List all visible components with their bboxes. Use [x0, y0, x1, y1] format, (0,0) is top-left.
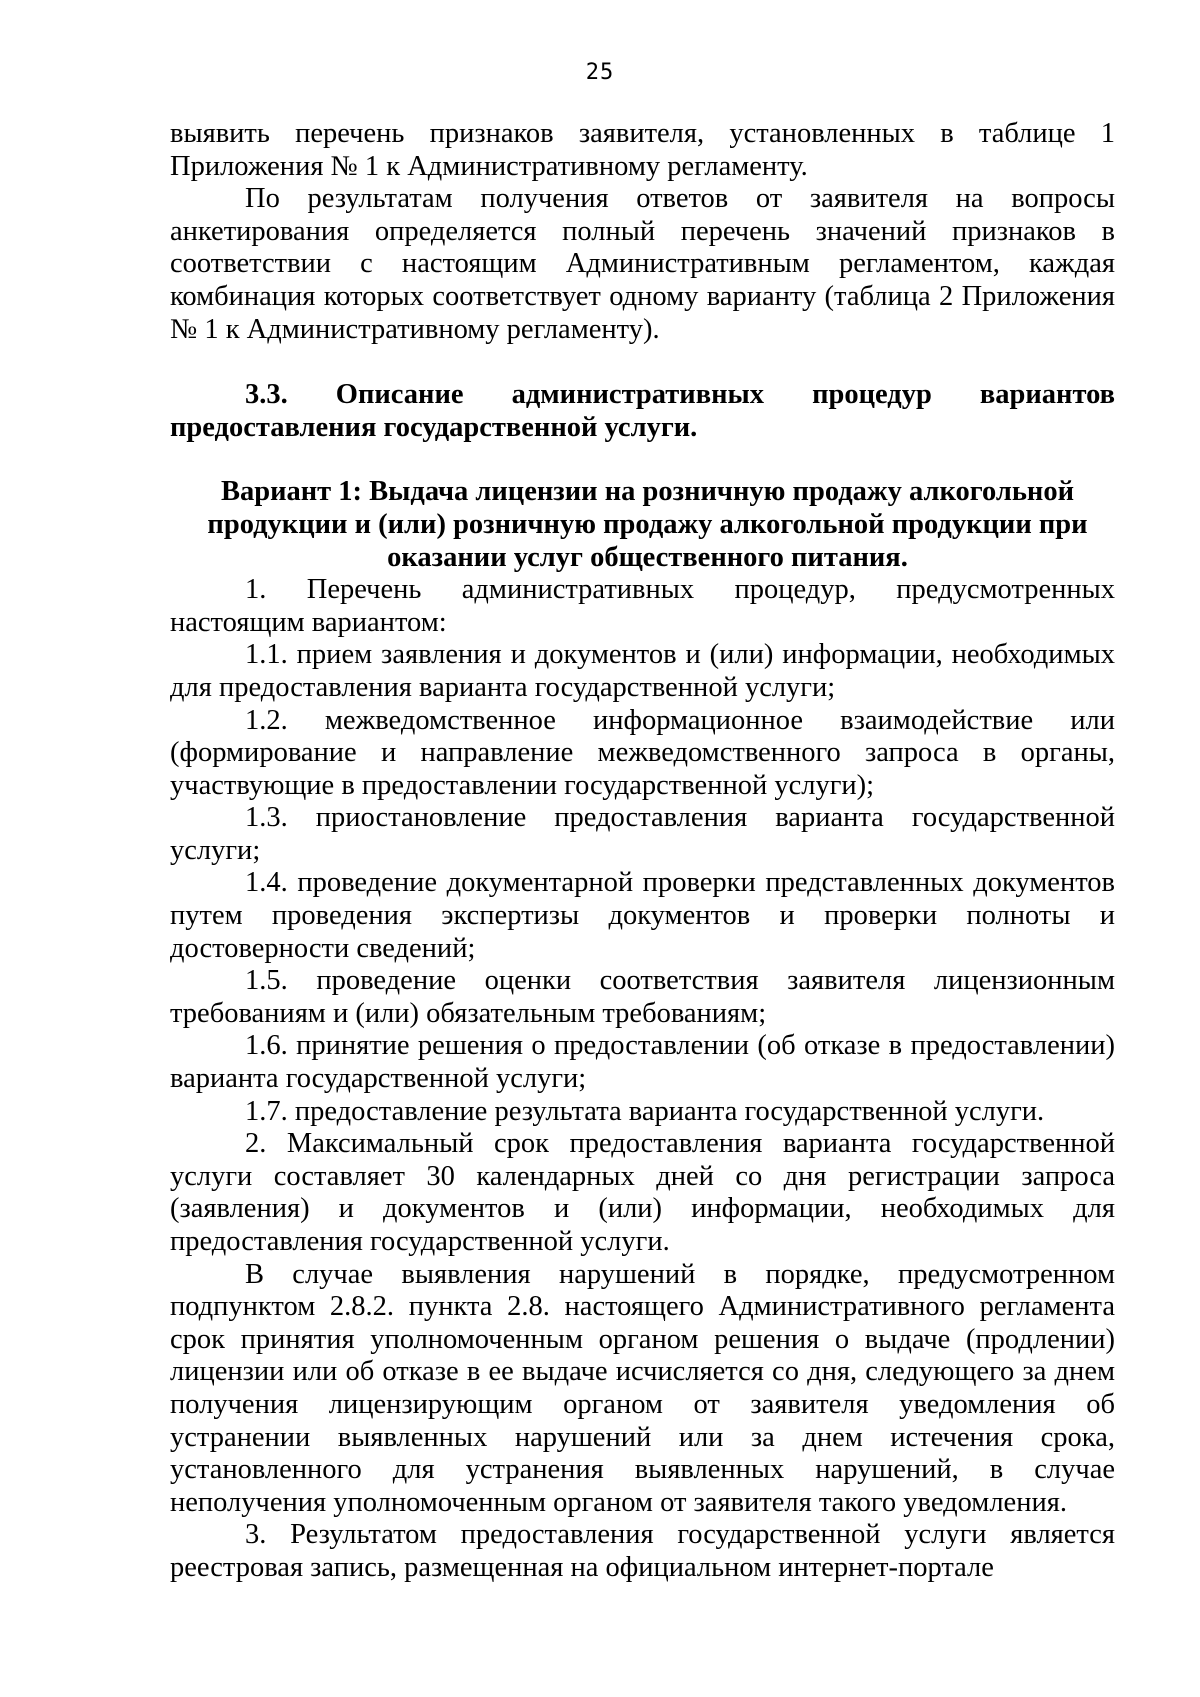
section-heading: 3.3. Описание административных процедур вариантов предоставления государственной услуги.: [170, 379, 1115, 443]
list-item: 1.1. прием заявления и документов и (или) информации, необходимых для предоставления варианта государственной услуги;: [170, 639, 1115, 703]
list-item: 1.3. приостановление предоставления варианта государственной услуги;: [170, 802, 1115, 866]
list-item: 1. Перечень административных процедур, предусмотренных настоящим вариантом:: [170, 574, 1115, 638]
document-body: [170, 118, 1115, 1585]
paragraph: По результатам получения ответов от заявителя на вопросы анкетирования определяется полный перечень значений признаков в соответствии с настоящим Административным регламентом, каждая комбинация которых соответствует одному варианту (таблица 2 Приложения № 1 к Административному регламенту).: [170, 183, 1115, 345]
paragraph: выявить перечень признаков заявителя, установленных в таблице 1 Приложения № 1 к Административному регламенту.: [170, 118, 1115, 182]
page-number: 25: [585, 60, 615, 85]
list-item: 2. Максимальный срок предоставления варианта государственной услуги составляет 30 календарных дней со дня регистрации запроса (заявления) и документов и (или) информации, необходимых для предоставления государственной услуги.: [170, 1128, 1115, 1257]
paragraph: В случае выявления нарушений в порядке, предусмотренном подпунктом 2.8.2. пункта 2.8. настоящего Административного регламента срок принятия уполномоченным органом решения о выдаче (продлении) лицензии или об отказе в ее выдаче исчисляется со дня, следующего за днем получения лицензирующим органом от заявителя уведомления об устранении выявленных нарушений или за днем истечения срока, установленного для устранения выявленных нарушений, в случае неполучения уполномоченным органом от заявителя такого уведомления.: [170, 1258, 1115, 1518]
list-item: 1.2. межведомственное информационное взаимодействие или (формирование и направление межведомственного запроса в органы, участвующие в предоставлении государственной услуги);: [170, 704, 1115, 801]
list-item: 1.6. принятие решения о предоставлении (об отказе в предоставлении) варианта государственной услуги;: [170, 1030, 1115, 1095]
variant-heading: Вариант 1: Выдача лицензии на розничную продажу алкогольной продукции и (или) розничную продажу алкогольной продукции при оказании услуг общественного питания.: [207, 476, 1088, 573]
list-item: 1.4. проведение документарной проверки представленных документов путем проведения экспертизы документов и проверки полноты и достоверности сведений;: [170, 867, 1115, 964]
list-item: 3. Результатом предоставления государственной услуги является реестровая запись, размещенная на официальном интернет-портале: [170, 1519, 1115, 1583]
list-item: 1.7. предоставление результата варианта государственной услуги.: [245, 1095, 1045, 1127]
list-item: 1.5. проведение оценки соответствия заявителя лицензионным требованиям и (или) обязательным требованиям;: [170, 965, 1115, 1029]
